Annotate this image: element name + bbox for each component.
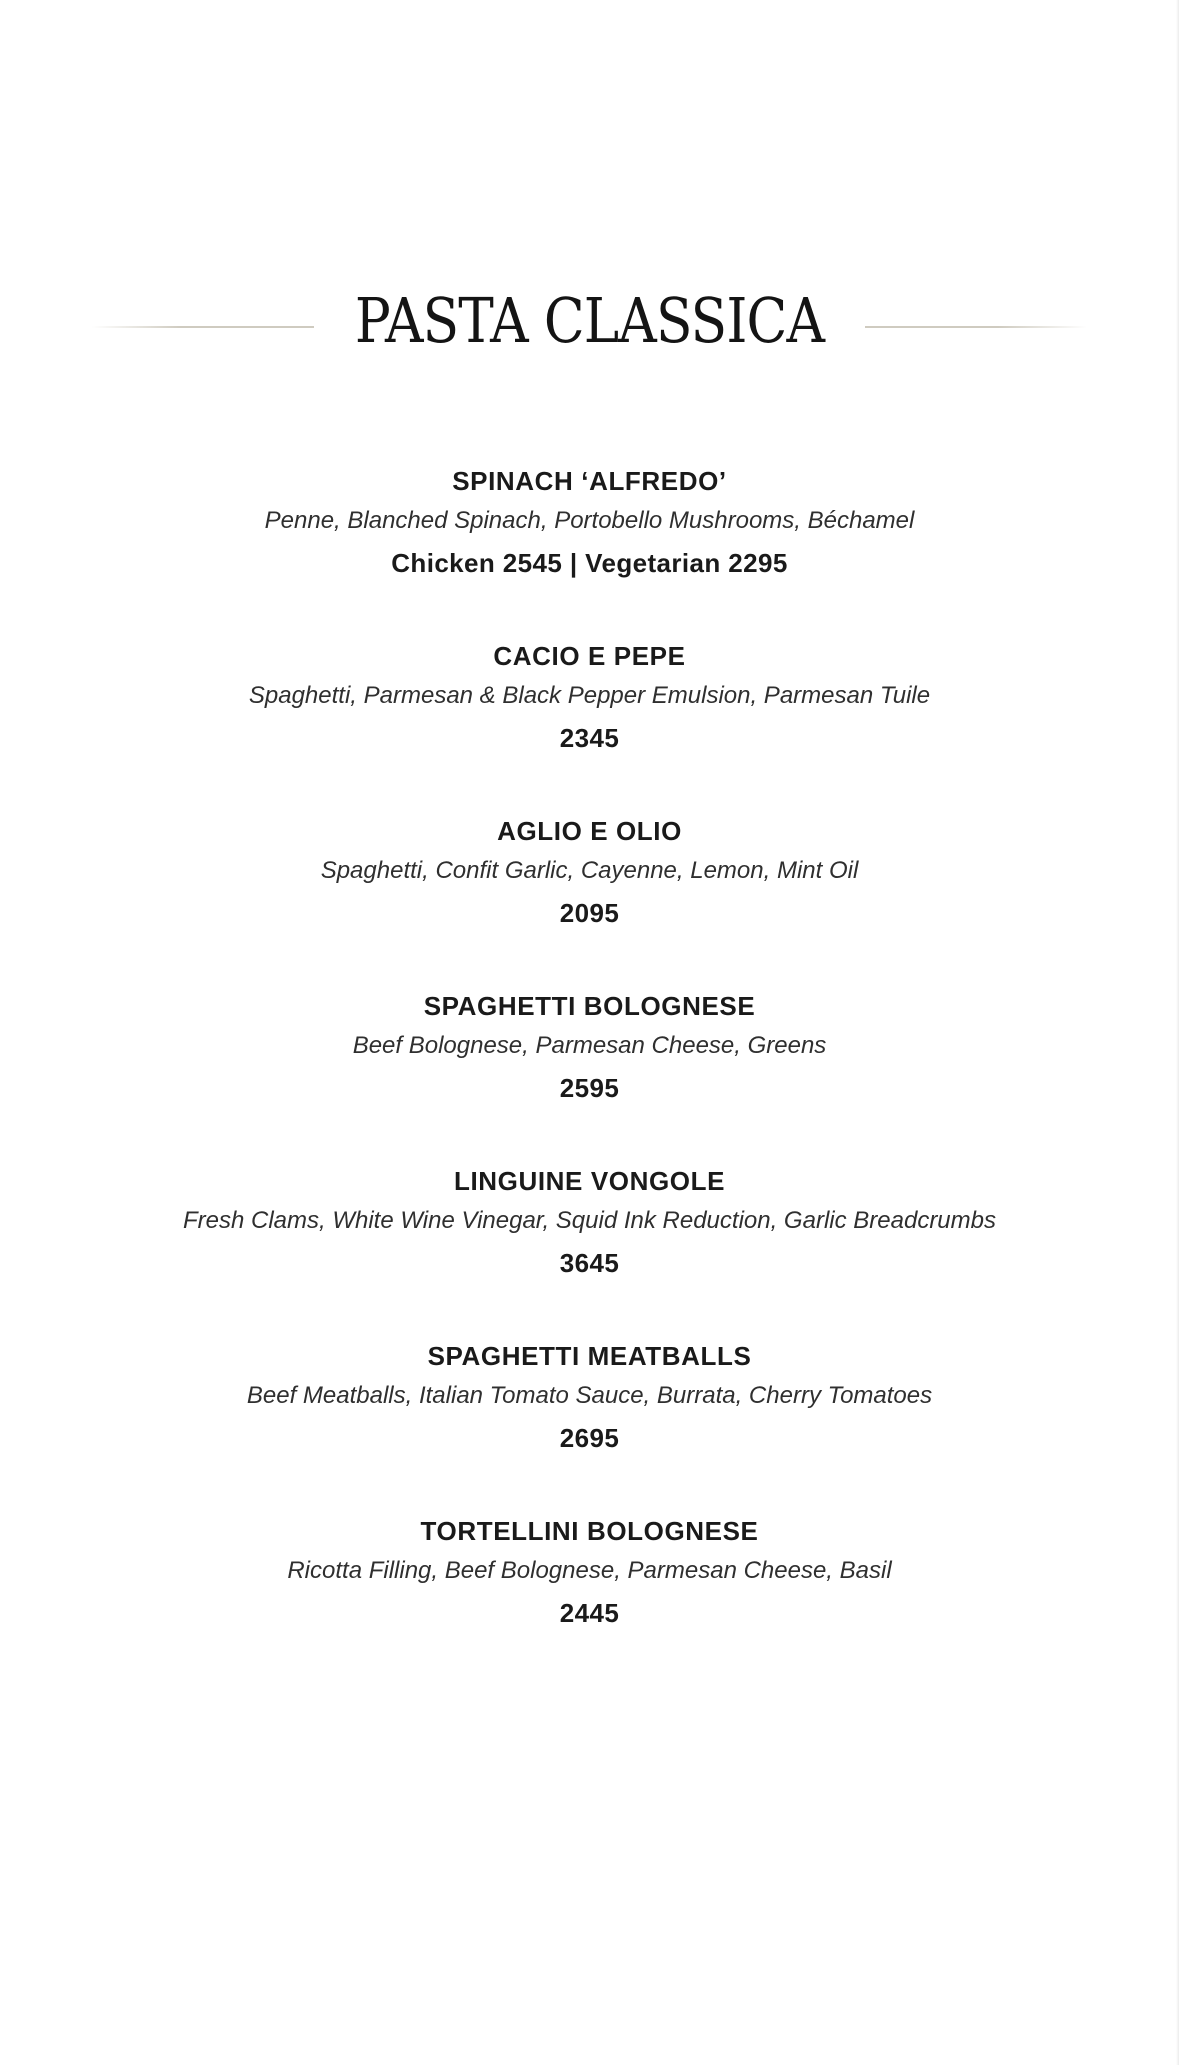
item-description: Beef Bolognese, Parmesan Cheese, Greens: [352, 1032, 827, 1059]
item-description: Spaghetti, Confit Garlic, Cayenne, Lemon, Mint Oil: [320, 857, 859, 884]
item-name: LINGUINE VONGOLE: [453, 1166, 726, 1196]
menu-header: [0, 282, 1179, 372]
item-description: Spaghetti, Parmesan & Black Pepper Emulsion, Parmesan Tuile: [248, 682, 931, 709]
menu-item-spinach-alfredo: [0, 463, 1179, 638]
menu-item-spaghetti-meatballs: [0, 1338, 1179, 1513]
item-description: Beef Meatballs, Italian Tomato Sauce, Burrata, Cherry Tomatoes: [246, 1382, 933, 1409]
item-description: Ricotta Filling, Beef Bolognese, Parmesan Cheese, Basil: [287, 1557, 892, 1584]
title-divider-right: [865, 326, 1087, 328]
menu-item-tortellini-bolognese: [0, 1513, 1179, 1688]
item-description: Fresh Clams, White Wine Vinegar, Squid Ink Reduction, Garlic Breadcrumbs: [182, 1207, 996, 1234]
item-price: Chicken 2545 | Vegetarian 2295: [391, 548, 788, 578]
item-price: 2345: [559, 723, 620, 753]
item-name: SPINACH ‘ALFREDO’: [452, 466, 727, 496]
menu-title: PASTA CLASSICA: [354, 284, 825, 357]
item-price: 2695: [559, 1423, 620, 1453]
menu-items-list: [0, 463, 1179, 1688]
item-price: 3645: [559, 1248, 620, 1278]
item-name: AGLIO E OLIO: [497, 816, 682, 846]
item-name: SPAGHETTI MEATBALLS: [427, 1341, 752, 1371]
item-price: 2445: [559, 1598, 620, 1628]
menu-item-aglio-e-olio: [0, 813, 1179, 988]
item-price: 2095: [559, 898, 620, 928]
item-name: SPAGHETTI BOLOGNESE: [423, 991, 756, 1021]
menu-item-cacio-e-pepe: [0, 638, 1179, 813]
item-name: CACIO E PEPE: [493, 641, 686, 671]
item-name: TORTELLINI BOLOGNESE: [420, 1516, 759, 1546]
item-price: 2595: [559, 1073, 620, 1103]
menu-item-spaghetti-bolognese: [0, 988, 1179, 1163]
item-description: Penne, Blanched Spinach, Portobello Mushrooms, Béchamel: [264, 507, 915, 534]
menu-item-linguine-vongole: [0, 1163, 1179, 1338]
